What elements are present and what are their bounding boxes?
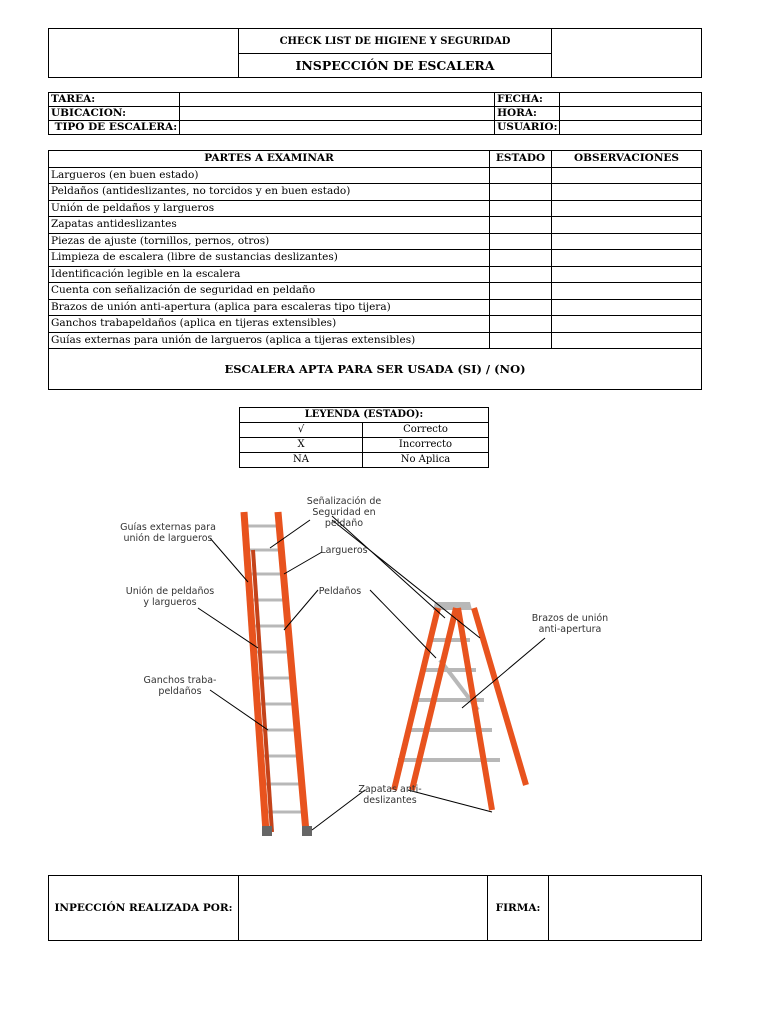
tarea-label: TAREA: bbox=[49, 93, 180, 107]
label-zapatas-2: deslizantes bbox=[363, 795, 417, 806]
label-ganchos-1: Ganchos traba- bbox=[143, 675, 217, 686]
checklist-row bbox=[49, 184, 702, 201]
firma-field[interactable] bbox=[549, 876, 702, 941]
estado-cell[interactable] bbox=[490, 316, 552, 333]
label-guias-1: Guías externas para bbox=[120, 522, 216, 533]
firma-label: FIRMA: bbox=[488, 876, 549, 941]
label-guias-2: unión de largueros bbox=[123, 533, 213, 544]
footer-table bbox=[48, 875, 702, 941]
col-obs-header: OBSERVACIONES bbox=[552, 151, 702, 168]
tipo-label: TIPO DE ESCALERA: bbox=[49, 121, 180, 135]
label-ganchos-2: peldaños bbox=[158, 686, 202, 697]
legend-title: LEYENDA (ESTADO): bbox=[240, 408, 489, 423]
checklist-item: Guías externas para unión de largueros (aplica a tijeras extensibles) bbox=[49, 332, 490, 349]
legend-meaning: Incorrecto bbox=[363, 438, 489, 453]
checklist-row bbox=[49, 250, 702, 267]
label-senalizacion-1: Señalización de bbox=[306, 496, 382, 507]
tarea-field[interactable] bbox=[180, 93, 495, 107]
estado-cell[interactable] bbox=[490, 200, 552, 217]
col-estado-header: ESTADO bbox=[490, 151, 552, 168]
checklist-item: Peldaños (antideslizantes, no torcidos y en buen estado) bbox=[49, 184, 490, 201]
obs-cell[interactable] bbox=[552, 283, 702, 300]
obs-cell[interactable] bbox=[552, 332, 702, 349]
illustration-labels bbox=[120, 496, 608, 806]
checklist-item: Zapatas antideslizantes bbox=[49, 217, 490, 234]
hora-field[interactable] bbox=[560, 107, 702, 121]
estado-cell[interactable] bbox=[490, 167, 552, 184]
usuario-label: USUARIO: bbox=[495, 121, 560, 135]
checklist-row bbox=[49, 233, 702, 250]
col-parts-header: PARTES A EXAMINAR bbox=[49, 151, 490, 168]
logo-cell bbox=[49, 29, 239, 78]
estado-cell[interactable] bbox=[490, 332, 552, 349]
header-table bbox=[48, 28, 702, 78]
fecha-label: FECHA: bbox=[495, 93, 560, 107]
estado-cell[interactable] bbox=[490, 283, 552, 300]
tipo-field[interactable] bbox=[180, 121, 495, 135]
obs-cell[interactable] bbox=[552, 299, 702, 316]
checklist-item: Cuenta con señalización de seguridad en peldaño bbox=[49, 283, 490, 300]
legend-symbol: NA bbox=[240, 453, 363, 468]
legend-meaning: No Aplica bbox=[363, 453, 489, 468]
fecha-field[interactable] bbox=[560, 93, 702, 107]
checklist-row bbox=[49, 266, 702, 283]
ubicacion-field[interactable] bbox=[180, 107, 495, 121]
checklist-row bbox=[49, 167, 702, 184]
checklist-item: Unión de peldaños y largueros bbox=[49, 200, 490, 217]
checklist-item: Ganchos trabapeldaños (aplica en tijeras extensibles) bbox=[49, 316, 490, 333]
checklist-item: Brazos de unión anti-apertura (aplica para escaleras tipo tijera) bbox=[49, 299, 490, 316]
obs-cell[interactable] bbox=[552, 200, 702, 217]
hora-label: HORA: bbox=[495, 107, 560, 121]
label-peldanos: Peldaños bbox=[318, 586, 362, 597]
label-senalizacion-3: peldaño bbox=[324, 518, 364, 529]
checklist-row bbox=[49, 332, 702, 349]
label-brazos-2: anti-apertura bbox=[538, 624, 602, 635]
obs-cell[interactable] bbox=[552, 250, 702, 267]
page-title: INSPECCIÓN DE ESCALERA bbox=[239, 54, 552, 78]
verdict-row[interactable]: ESCALERA APTA PARA SER USADA (SI) / (NO) bbox=[49, 349, 702, 390]
estado-cell[interactable] bbox=[490, 233, 552, 250]
checklist-item: Piezas de ajuste (tornillos, pernos, otros) bbox=[49, 233, 490, 250]
extension-ladder bbox=[244, 512, 312, 836]
realizada-label: INPECCIÓN REALIZADA POR: bbox=[49, 876, 239, 941]
estado-cell[interactable] bbox=[490, 184, 552, 201]
estado-cell[interactable] bbox=[490, 250, 552, 267]
legend-symbol: X bbox=[240, 438, 363, 453]
ubicacion-label: UBICACION: bbox=[49, 107, 180, 121]
realizada-field[interactable] bbox=[239, 876, 488, 941]
checklist-table bbox=[48, 150, 702, 390]
header-subtitle: CHECK LIST DE HIGIENE Y SEGURIDAD bbox=[239, 29, 552, 54]
estado-cell[interactable] bbox=[490, 299, 552, 316]
step-ladder bbox=[394, 602, 526, 810]
checklist-row bbox=[49, 283, 702, 300]
checklist-item: Largueros (en buen estado) bbox=[49, 167, 490, 184]
checklist-item: Limpieza de escalera (libre de sustancias deslizantes) bbox=[49, 250, 490, 267]
label-zapatas-1: Zapatas anti- bbox=[358, 784, 422, 795]
checklist-row bbox=[49, 299, 702, 316]
label-largueros: Largueros bbox=[320, 545, 368, 556]
checklist-item: Identificación legible en la escalera bbox=[49, 266, 490, 283]
estado-cell[interactable] bbox=[490, 217, 552, 234]
usuario-field[interactable] bbox=[560, 121, 702, 135]
info-table bbox=[48, 92, 702, 135]
checklist-row bbox=[49, 200, 702, 217]
obs-cell[interactable] bbox=[552, 217, 702, 234]
obs-cell[interactable] bbox=[552, 184, 702, 201]
code-cell bbox=[552, 29, 702, 78]
label-union-2: y largueros bbox=[143, 597, 197, 608]
label-union-1: Unión de peldaños bbox=[125, 586, 215, 597]
label-brazos-1: Brazos de unión bbox=[531, 613, 609, 624]
estado-cell[interactable] bbox=[490, 266, 552, 283]
checklist-row bbox=[49, 217, 702, 234]
legend-symbol: √ bbox=[240, 423, 363, 438]
ladder-illustration bbox=[100, 490, 620, 850]
legend-table bbox=[239, 407, 489, 468]
obs-cell[interactable] bbox=[552, 167, 702, 184]
label-senalizacion-2: Seguridad en bbox=[312, 507, 376, 518]
obs-cell[interactable] bbox=[552, 266, 702, 283]
obs-cell[interactable] bbox=[552, 316, 702, 333]
obs-cell[interactable] bbox=[552, 233, 702, 250]
checklist-row bbox=[49, 316, 702, 333]
legend-meaning: Correcto bbox=[363, 423, 489, 438]
